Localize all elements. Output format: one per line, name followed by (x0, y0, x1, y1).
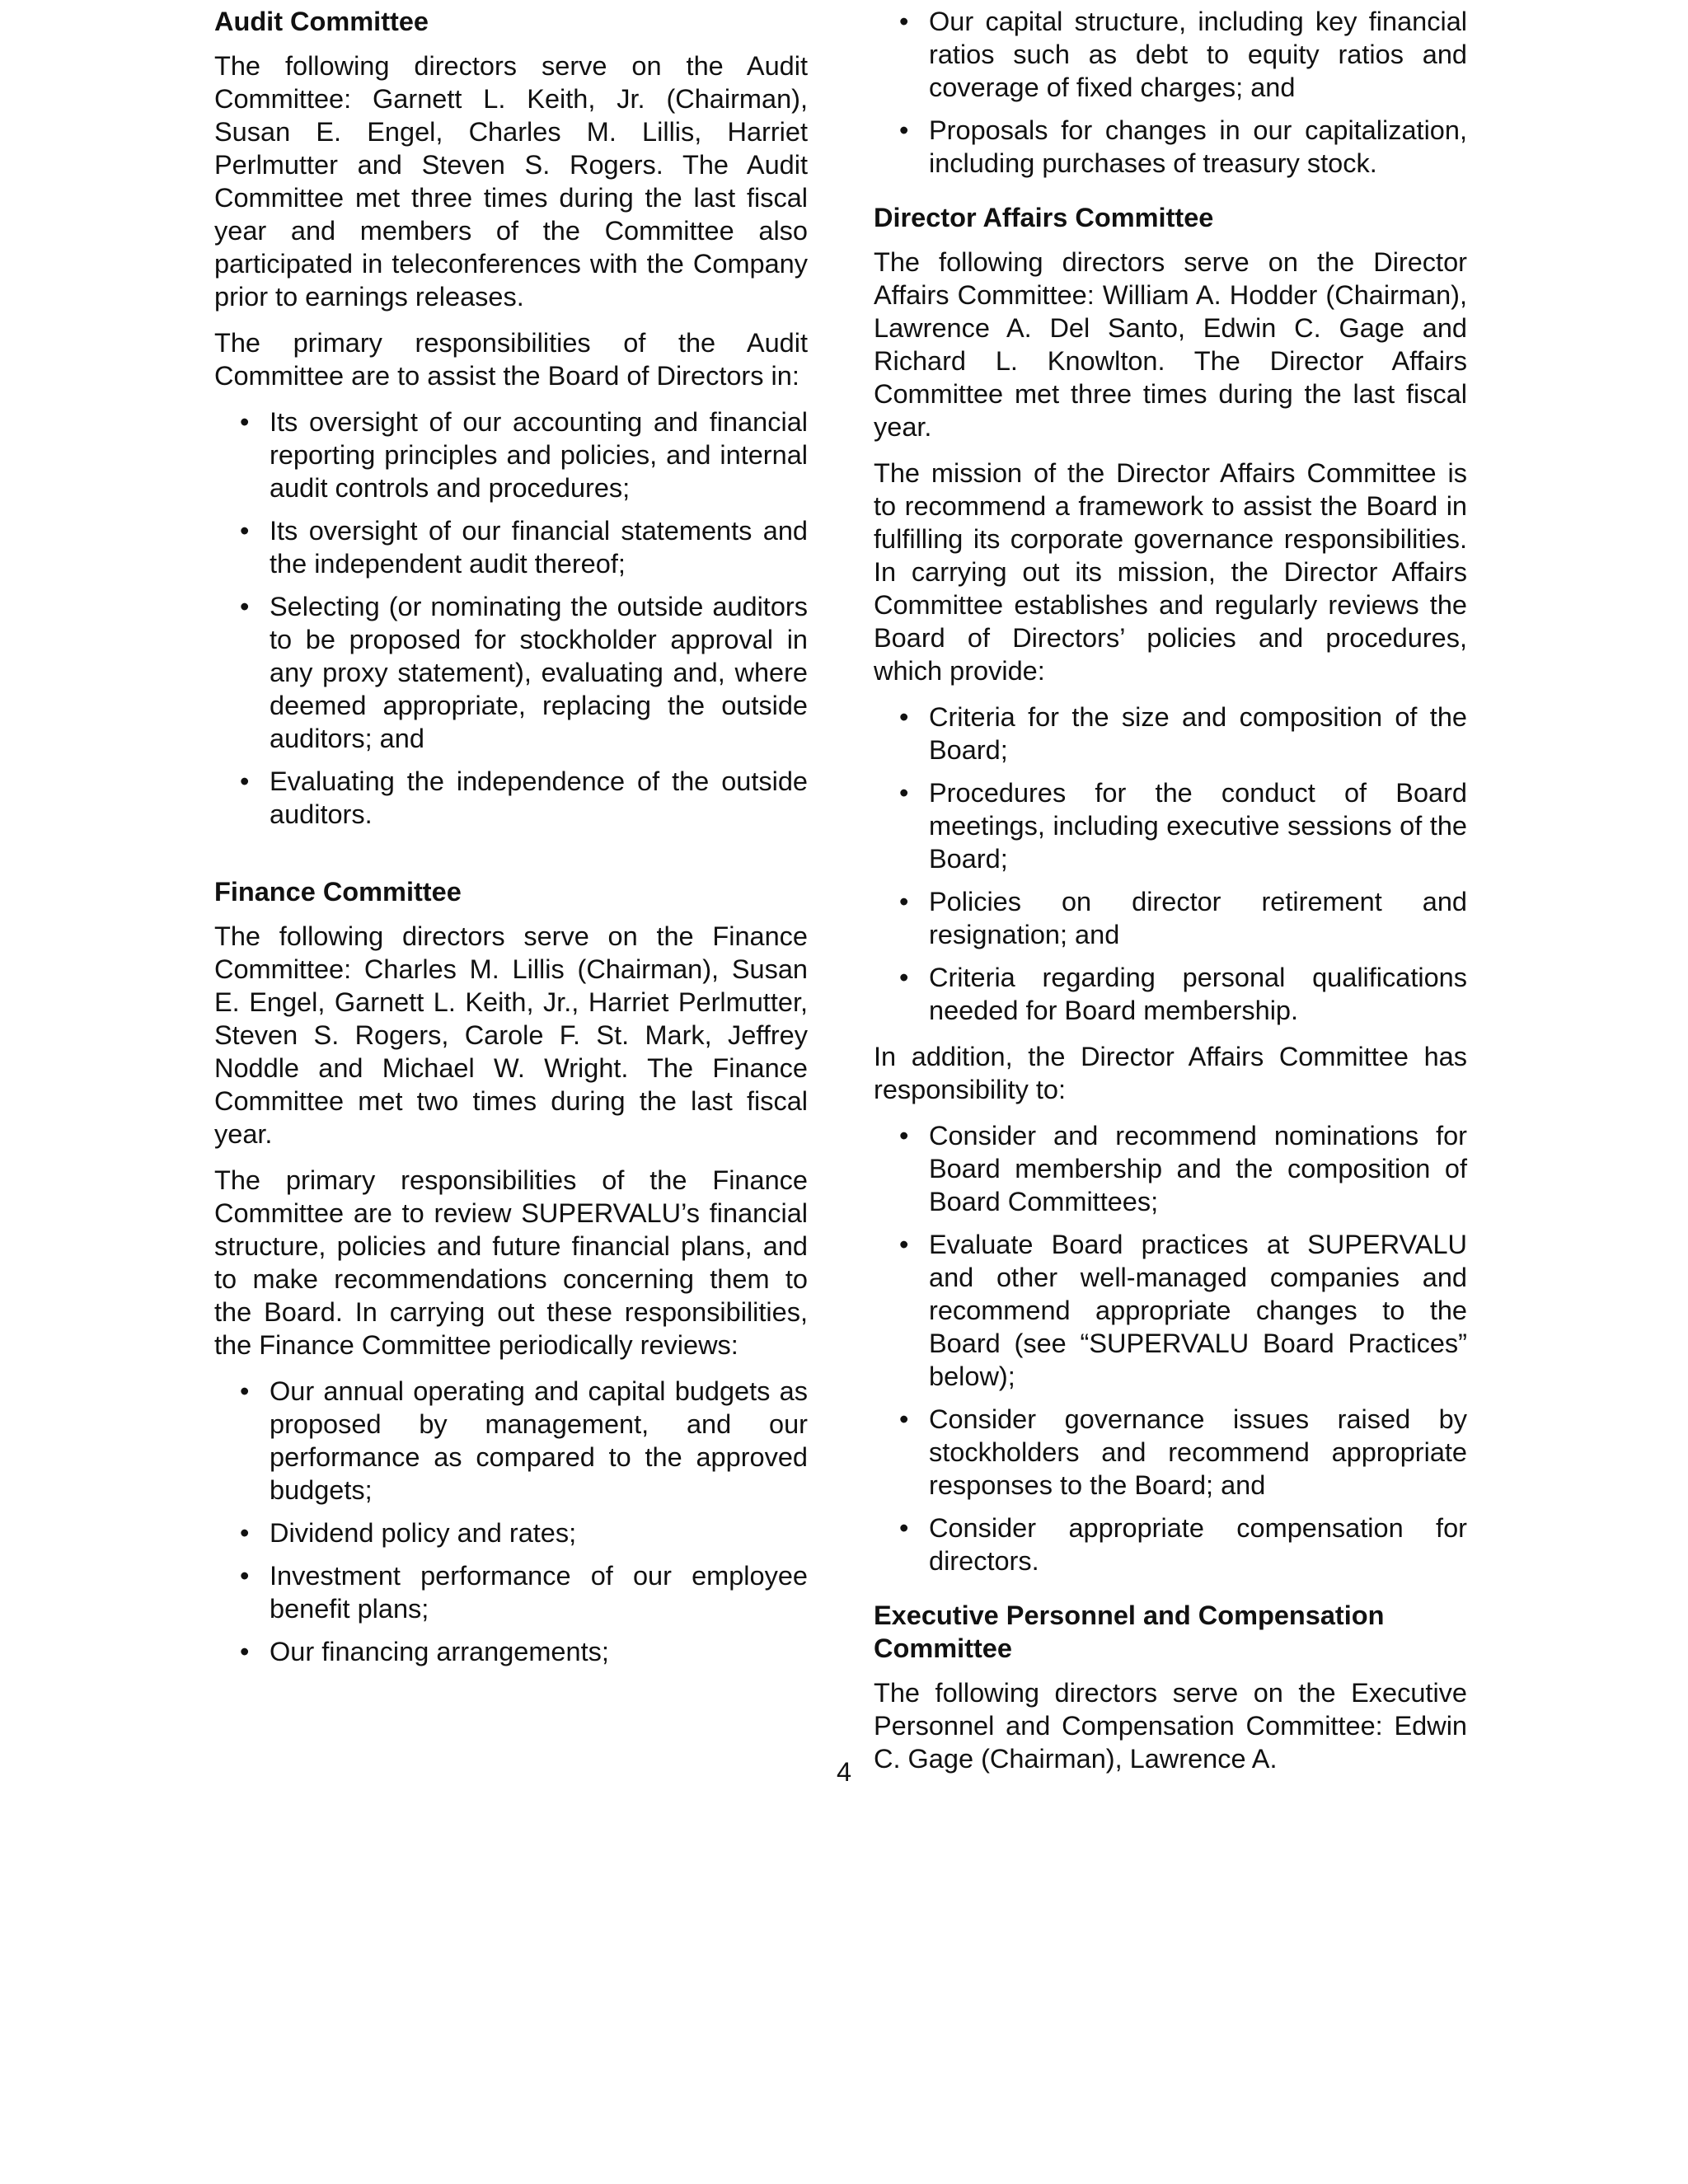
list-item: • Our annual operating and capital budgets as proposed by management, and our performance as compared to the approved budgets; (240, 1376, 808, 1505)
bullet-icon: • (899, 115, 909, 145)
list-item: • Procedures for the conduct of Board meetings, including executive sessions of the Board; (899, 778, 1467, 874)
finance-committee-bullet-list-continued (874, 5, 1467, 180)
right-column (874, 5, 1467, 1788)
bullet-icon: • (899, 963, 909, 992)
bullet-icon: • (240, 1518, 250, 1548)
list-item: • Proposals for changes in our capitalization, including purchases of treasury stock. (899, 115, 1467, 178)
finance-committee-responsibilities-paragraph: The primary responsibilities of the Finance Committee are to review SUPERVALU’s financial structure, policies and future financial plans, and to make recommendations concerning them to the Board. In carrying out these responsibilities, the Finance Committee periodically reviews: (214, 1165, 808, 1360)
executive-compensation-members-paragraph: The following directors serve on the Executive Personnel and Compensation Committee: Edwin C. Gage (Chairman), Lawrence A. (874, 1678, 1467, 1774)
list-item: • Its oversight of our accounting and financial reporting principles and policies, and internal audit controls and procedures; (240, 407, 808, 503)
list-item: • Its oversight of our financial statements and the independent audit thereof; (240, 516, 808, 579)
bullet-icon: • (240, 592, 250, 621)
list-item: • Consider governance issues raised by stockholders and recommend appropriate responses to the Board; and (899, 1404, 1467, 1500)
director-affairs-policies-bullet-list (874, 701, 1467, 1027)
list-item: • Our financing arrangements; (240, 1637, 609, 1666)
bullet-icon: • (240, 1561, 250, 1591)
director-affairs-members-paragraph: The following directors serve on the Director Affairs Committee: William A. Hodder (Chairman), Lawrence A. Del Santo, Edwin C. Gage and Richard L. Knowlton. The Director Affairs Committee met three times during the last fiscal year. (874, 247, 1467, 442)
bullet-icon: • (899, 1230, 909, 1259)
list-item: • Evaluate Board practices at SUPERVALU and other well-managed companies and recommend appropriate changes to the Board (see “SUPERVALU Board Practices” below); (899, 1230, 1467, 1391)
list-item: • Investment performance of our employee benefit plans; (240, 1561, 808, 1624)
director-affairs-committee-heading: Director Affairs Committee (874, 203, 1214, 232)
bullet-icon: • (240, 766, 250, 796)
list-item: • Our capital structure, including key financial ratios such as debt to equity ratios and coverage of fixed charges; and (899, 7, 1467, 102)
list-item: • Criteria for the size and composition of the Board; (899, 702, 1467, 765)
list-item: • Dividend policy and rates; (240, 1518, 577, 1548)
audit-committee-bullet-list (214, 405, 808, 831)
list-item: • Selecting (or nominating the outside auditors to be proposed for stockholder approval in any proxy statement), evaluating and, where deemed appropriate, replacing the outside auditors; and (240, 592, 808, 753)
left-column (214, 5, 808, 1681)
bullet-icon: • (899, 1121, 909, 1151)
list-item: • Consider appropriate compensation for directors. (899, 1513, 1467, 1576)
finance-committee-heading: Finance Committee (214, 877, 462, 907)
bullet-icon: • (899, 7, 909, 36)
bullet-icon: • (899, 1513, 909, 1543)
executive-compensation-committee-heading: Executive Personnel and Compensation Committee (874, 1601, 1385, 1663)
bullet-icon: • (899, 1404, 909, 1434)
bullet-icon: • (240, 516, 250, 546)
audit-committee-members-paragraph: The following directors serve on the Audit Committee: Garnett L. Keith, Jr. (Chairman), Susan E. Engel, Charles M. Lillis, Harriet Perlmutter and Steven S. Rogers. The Audit Committee met three times during the last fiscal year and members of the Committee also participated in teleconferences with the Company prior to earnings releases. (214, 51, 808, 312)
audit-committee-heading: Audit Committee (214, 7, 429, 36)
finance-committee-bullet-list (214, 1375, 808, 1668)
bullet-icon: • (899, 887, 909, 916)
list-item: • Evaluating the independence of the outside auditors. (240, 766, 808, 829)
bullet-icon: • (240, 407, 250, 437)
finance-committee-members-paragraph: The following directors serve on the Finance Committee: Charles M. Lillis (Chairman), Susan E. Engel, Garnett L. Keith, Jr., Harriet Perlmutter, Steven S. Rogers, Carole F. St. Mark, Jeffrey Noddle and Michael W. Wright. The Finance Committee met two times during the last fiscal year. (214, 921, 808, 1149)
page-number: 4 (836, 1757, 852, 1787)
bullet-icon: • (240, 1637, 250, 1666)
audit-committee-responsibilities-paragraph: The primary responsibilities of the Audit Committee are to assist the Board of Directors in: (214, 328, 808, 391)
bullet-icon: • (240, 1376, 250, 1406)
list-item: • Consider and recommend nominations for Board membership and the composition of Board Committees; (899, 1121, 1467, 1216)
list-item: • Criteria regarding personal qualifications needed for Board membership. (899, 963, 1467, 1025)
director-affairs-mission-paragraph: The mission of the Director Affairs Committee is to recommend a framework to assist the Board in fulfilling its corporate governance responsibilities. In carrying out its mission, the Director Affairs Committee establishes and regularly reviews the Board of Directors’ policies and procedures, which provide: (874, 458, 1467, 686)
bullet-icon: • (899, 778, 909, 808)
list-item: • Policies on director retirement and resignation; and (899, 887, 1467, 949)
director-affairs-responsibilities-bullet-list (874, 1119, 1467, 1577)
director-affairs-additional-paragraph: In addition, the Director Affairs Committee has responsibility to: (874, 1042, 1467, 1104)
bullet-icon: • (899, 702, 909, 732)
